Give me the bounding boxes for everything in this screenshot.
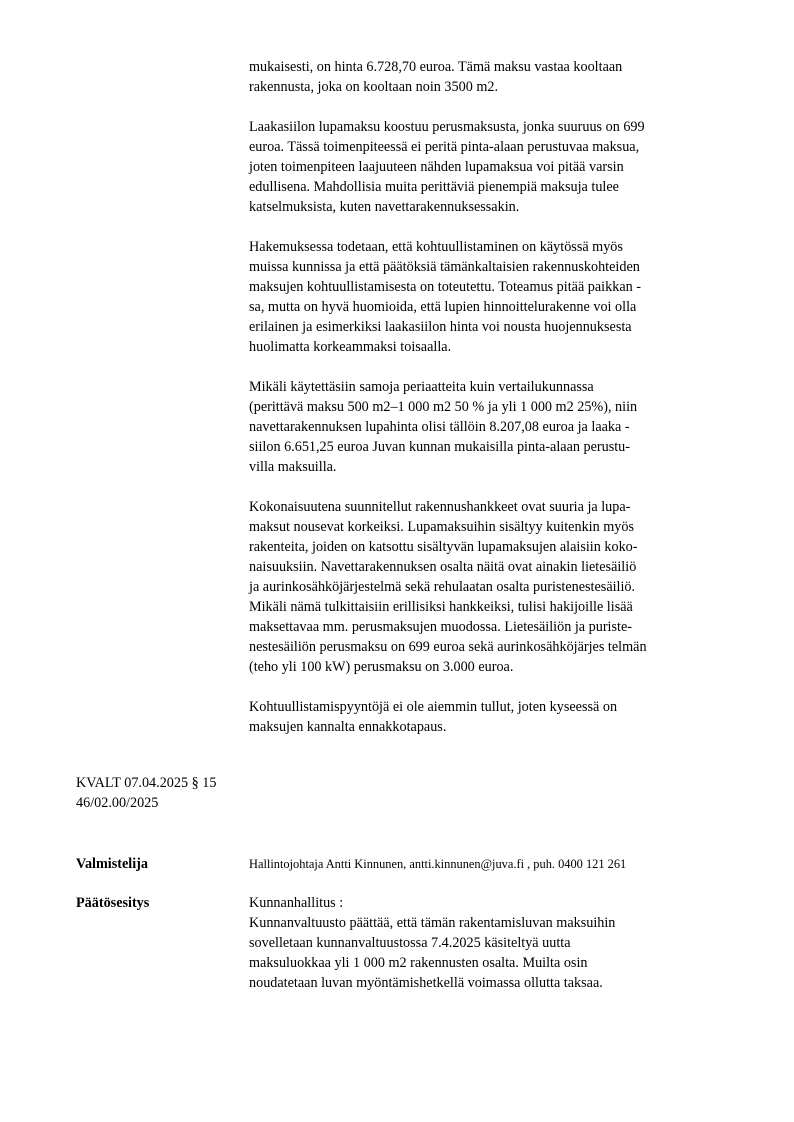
text-line: (teho yli 100 kW) perusmaksu on 3.000 euroa. [249, 659, 514, 675]
proposal-text [249, 893, 719, 993]
text-line: Laakasiilon lupamaksu koostuu perusmaksusta, jonka suuruus on 699 [249, 119, 645, 135]
text-line: maksut nousevat korkeiksi. Lupamaksuihin sisältyy kuitenkin myös [249, 519, 634, 535]
text-line: katselmuksista, kuten navettarakennuksessakin. [249, 199, 520, 215]
text-line: Kohtuullistamispyyntöjä ei ole aiemmin tullut, joten kyseessä on [249, 699, 618, 715]
text-line: Kokonaisuutena suunnitellut rakennushankkeet ovat suuria ja lupa- [249, 499, 631, 515]
text-line: villa maksuilla. [249, 459, 337, 475]
text-line: Kunnanvaltuusto päättää, että tämän rakentamisluvan maksuihin [249, 915, 616, 931]
paragraph-overall-assessment [249, 497, 719, 677]
paragraph-precedent [249, 697, 719, 737]
text-line: sovelletaan kunnanvaltuustossa 7.4.2025 käsiteltyä uutta [249, 935, 571, 951]
text-line: Mikäli käytettäsiin samoja periaatteita kuin vertailukunnassa [249, 379, 594, 395]
text-line: huolimatta korkeammaksi toisaalla. [249, 339, 452, 355]
text-line: Hakemuksessa todetaan, että kohtuullistaminen on käytössä myös [249, 239, 623, 255]
text-line: rakennusta, joka on kooltaan noin 3500 m2. [249, 79, 499, 95]
proposal-label: Päätösesitys [76, 895, 150, 911]
text-line: sa, mutta on hyvä huomioida, että lupien hinnoittelurakenne voi olla [249, 299, 637, 315]
paragraph-laakasiilo-fee [249, 117, 719, 217]
text-line: euroa. Tässä toimenpiteessä ei peritä pinta-alaan perustuvaa maksua, [249, 139, 640, 155]
text-line: maksujen kohtuullistamisesta on toteutettu. Toteamus pitää paikkan - [249, 279, 641, 295]
text-line: noudatetaan luvan myöntämishetkellä voimassa ollutta taksaa. [249, 975, 603, 991]
paragraph-comparison-calculation [249, 377, 719, 477]
text-line: joten toimenpiteen laajuuteen nähden lupamaksua voi pitää varsin [249, 159, 624, 175]
text-line: nestesäiliön perusmaksu on 699 euroa sekä aurinkosähköjärjes telmän [249, 639, 647, 655]
text-line: siilon 6.651,25 euroa Juvan kunnan mukaisilla pinta-alaan perustu- [249, 439, 631, 455]
meeting-reference-line: KVALT 07.04.2025 § 15 [76, 775, 217, 791]
preparer-label: Valmistelija [76, 856, 148, 872]
text-line: naisuuksiin. Navettarakennuksen osalta näitä ovat ainakin lietesäiliö [249, 559, 637, 575]
meeting-reference [76, 773, 216, 813]
body-text-column [249, 57, 719, 757]
text-line: maksuluokkaa yli 1 000 m2 rakennusten osalta. Muilta osin [249, 955, 588, 971]
text-line: maksettavaa mm. perusmaksujen muodossa. Lietesäiliön ja puriste- [249, 619, 632, 635]
text-line: rakenteita, joiden on katsottu sisältyvän lupamaksujen alaisiin koko- [249, 539, 638, 555]
paragraph-application-note [249, 237, 719, 357]
text-line: mukaisesti, on hinta 6.728,70 euroa. Tämä maksu vastaa kooltaan [249, 59, 623, 75]
text-line: navettarakennuksen lupahinta olisi tällöin 8.207,08 euroa ja laaka - [249, 419, 630, 435]
preparer-contact: Hallintojohtaja Antti Kinnunen, antti.kinnunen@juva.fi , puh. 0400 121 261 [249, 857, 627, 871]
text-line: ja aurinkosähköjärjestelmä sekä rehulaatan osalta puristenestesäiliö. [249, 579, 636, 595]
text-line: erilainen ja esimerkiksi laakasiilon hinta voi nousta huojennuksesta [249, 319, 632, 335]
paragraph-fee-comparison [249, 57, 719, 97]
case-number: 46/02.00/2025 [76, 795, 159, 811]
text-line: muissa kunnissa ja että päätöksiä tämänkaltaisien rakennuskohteiden [249, 259, 640, 275]
text-line: Kunnanhallitus : [249, 895, 344, 911]
text-line: Mikäli nämä tulkittaisiin erillisiksi hankkeiksi, tulisi hakijoille lisää [249, 599, 633, 615]
text-line: (perittävä maksu 500 m2–1 000 m2 50 % ja yli 1 000 m2 25%), niin [249, 399, 638, 415]
text-line: maksujen kannalta ennakkotapaus. [249, 719, 447, 735]
text-line: edullisena. Mahdollisia muita perittäviä pienempiä maksuja tulee [249, 179, 619, 195]
